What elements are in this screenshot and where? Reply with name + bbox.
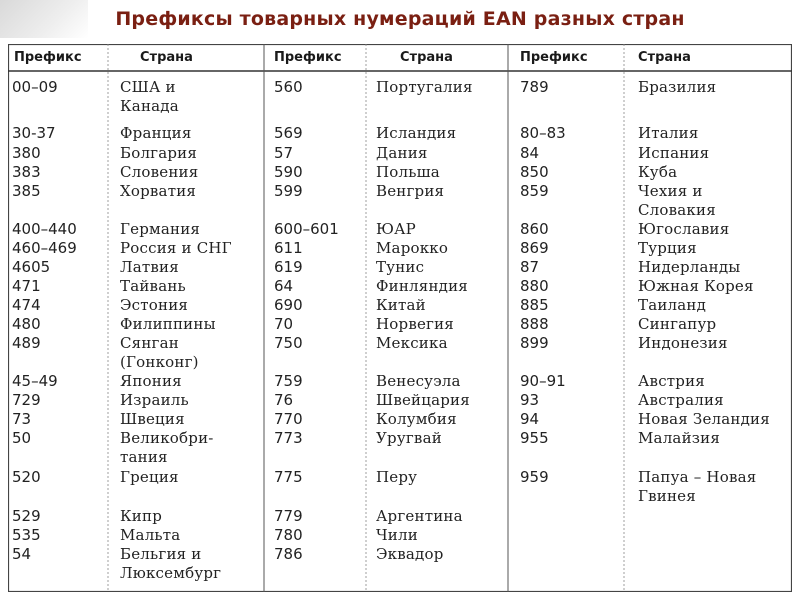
prefix-cell: 569 [274,124,303,142]
prefix-cell: 860 [520,220,549,238]
prefix-cell: 400–440 [12,220,77,238]
country-cell: Тайвань [120,277,186,295]
prefix-cell: 789 [520,78,549,96]
prefix-cell: 00–09 [12,78,58,96]
header-country-1: Страна [140,50,193,65]
country-cell: Кипр [120,507,163,525]
country-cell: Чехия и Словакия [638,182,716,219]
country-cell: Норвегия [376,315,454,333]
prefix-cell: 959 [520,468,549,486]
prefix-cell: 50 [12,429,32,447]
prefix-cell: 611 [274,239,303,257]
country-cell: Япония [120,372,182,390]
slide-title: Префиксы товарных нумераций EAN разных стран [115,8,685,30]
prefix-cell: 520 [12,468,41,486]
country-cell: Уругвай [376,429,442,447]
prefix-cell: 775 [274,468,303,486]
prefix-cell: 773 [274,429,303,447]
country-cell: Куба [638,163,678,181]
country-cell: Аргентина [376,507,463,525]
country-cell: Россия и СНГ [120,239,232,257]
country-cell: Португалия [376,78,473,96]
prefix-cell: 4605 [12,258,51,276]
header-prefix-2: Префикс [274,50,342,65]
prefix-cell: 90–91 [520,372,566,390]
country-cell: Хорватия [120,182,197,200]
prefix-cell: 54 [12,545,32,563]
country-cell: Мексика [376,334,448,352]
prefix-cell: 779 [274,507,303,525]
prefix-cell: 850 [520,163,549,181]
country-cell: Турция [638,239,697,257]
country-cell: США и Канада [120,78,179,115]
country-cell: Исландия [376,124,457,142]
prefix-cell: 770 [274,410,303,428]
prefix-cell: 380 [12,144,41,162]
country-cell: Венгрия [376,182,445,200]
prefix-cell: 780 [274,526,303,544]
country-cell: Франция [120,124,192,142]
country-cell: Латвия [120,258,179,276]
country-cell: Австралия [638,391,724,409]
prefix-cell: 385 [12,182,41,200]
header-prefix-3: Префикс [520,50,588,65]
country-cell: Финляндия [376,277,468,295]
prefix-cell: 899 [520,334,549,352]
prefix-cell: 94 [520,410,540,428]
prefix-cell: 87 [520,258,540,276]
table-body [8,44,792,592]
prefix-cell: 529 [12,507,41,525]
country-cell: Германия [120,220,201,238]
country-cell: Индонезия [638,334,728,352]
prefix-cell: 955 [520,429,549,447]
prefix-cell: 45–49 [12,372,58,390]
country-cell: Великобри- тания [120,429,214,466]
country-cell: Новая Зеландия [638,410,770,428]
country-cell: Папуа – Новая Гвинея [638,468,757,505]
country-cell: Греция [120,468,179,486]
country-cell: Нидерланды [638,258,741,276]
country-cell: Колумбия [376,410,457,428]
prefix-cell: 460–469 [12,239,77,257]
country-cell: Сянган (Гонконг) [120,334,199,371]
country-cell: Китай [376,296,426,314]
prefix-cell: 64 [274,277,294,295]
prefix-cell: 885 [520,296,549,314]
country-cell: Швейцария [376,391,470,409]
prefix-cell: 471 [12,277,41,295]
prefix-cell: 480 [12,315,41,333]
prefix-cell: 535 [12,526,41,544]
header-prefix-1: Префикс [14,50,82,65]
prefix-cell: 590 [274,163,303,181]
country-cell: Эстония [120,296,189,314]
country-cell: Бельгия и Люксембург [120,545,222,582]
country-cell: Марокко [376,239,449,257]
prefix-cell: 786 [274,545,303,563]
country-cell: Италия [638,124,699,142]
prefix-cell: 70 [274,315,294,333]
country-cell: Эквадор [376,545,444,563]
country-cell: Израиль [120,391,189,409]
country-cell: Словения [120,163,199,181]
country-cell: Испания [638,144,710,162]
prefix-cell: 880 [520,277,549,295]
prefix-cell: 80–83 [520,124,566,142]
prefix-cell: 600–601 [274,220,339,238]
country-cell: Болгария [120,144,198,162]
prefix-cell: 73 [12,410,32,428]
prefix-cell: 619 [274,258,303,276]
prefix-cell: 93 [520,391,540,409]
prefix-cell: 489 [12,334,41,352]
country-cell: Югославия [638,220,730,238]
ean-prefix-table [8,44,792,592]
prefix-cell: 869 [520,239,549,257]
country-cell: Австрия [638,372,705,390]
prefix-cell: 560 [274,78,303,96]
header-country-2: Страна [400,50,453,65]
country-cell: Филиппины [120,315,216,333]
country-cell: Венесуэла [376,372,461,390]
prefix-cell: 383 [12,163,41,181]
country-cell: Таиланд [638,296,707,314]
prefix-cell: 759 [274,372,303,390]
prefix-cell: 57 [274,144,294,162]
prefix-cell: 729 [12,391,41,409]
country-cell: Перу [376,468,418,486]
prefix-cell: 76 [274,391,294,409]
prefix-cell: 690 [274,296,303,314]
header-country-3: Страна [638,50,691,65]
country-cell: ЮАР [376,220,416,238]
prefix-cell: 84 [520,144,540,162]
prefix-cell: 888 [520,315,549,333]
country-cell: Дания [376,144,428,162]
country-cell: Швеция [120,410,185,428]
country-cell: Южная Корея [638,277,754,295]
prefix-cell: 859 [520,182,549,200]
country-cell: Сингапур [638,315,717,333]
country-cell: Тунис [376,258,425,276]
country-cell: Бразилия [638,78,717,96]
country-cell: Польша [376,163,440,181]
country-cell: Чили [376,526,418,544]
prefix-cell: 750 [274,334,303,352]
country-cell: Малайзия [638,429,721,447]
prefix-cell: 474 [12,296,41,314]
country-cell: Мальта [120,526,181,544]
prefix-cell: 599 [274,182,303,200]
prefix-cell: 30-37 [12,124,56,142]
